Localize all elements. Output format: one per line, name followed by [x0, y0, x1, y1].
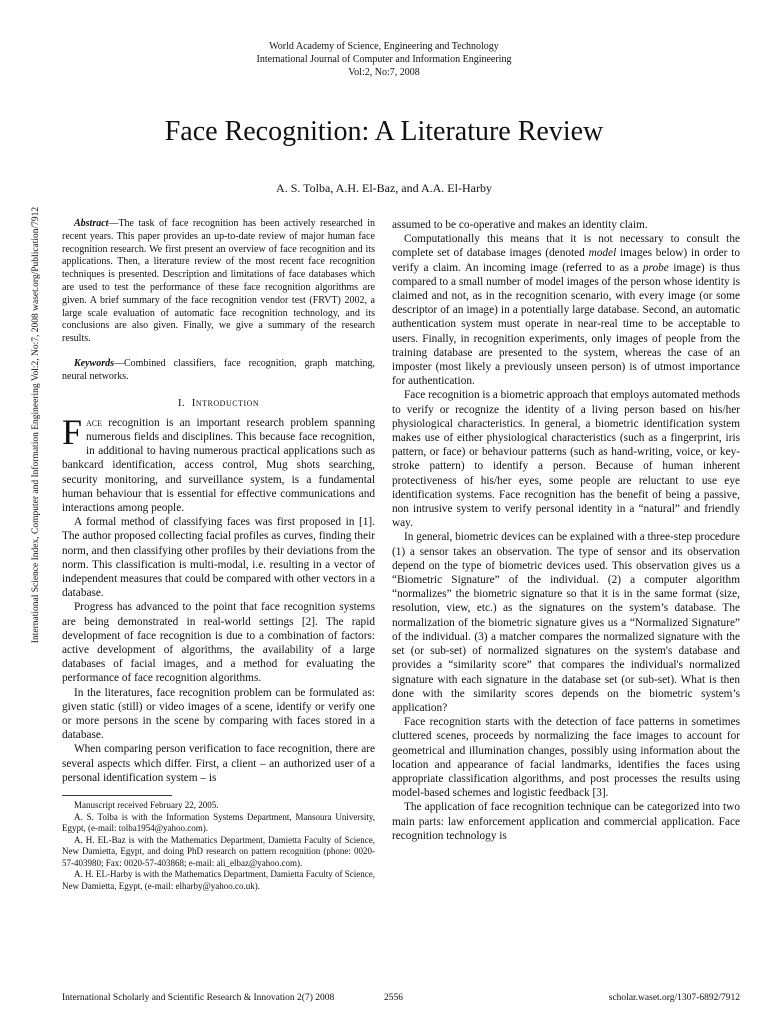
abstract-label: Abstract	[74, 218, 109, 229]
model-term: model	[588, 247, 617, 260]
right-paragraph-3: In general, biometric devices can be explained with a three-step procedure (1) a sensor takes an observation. The type of sensor and its observation depend on the type of biometric devices used. This observation gives us a “Biometric Signature” of the individual. (2) a computer algorithm “normalizes” the biometric signature so that it is in the same format (size, resolution, view, etc.) as the signatures on the system’s database. The normalization of the biometric signature gives us a “Normalized Signature” of the individual. (3) a matcher compares the normalized signature with the set (or sub-set) of normalized signatures on the system's database and provides a “similarity score” that compares the individual's normalized signature with each signature in the database set (or sub-set). What is then done with the similarity scores depends on the biometric system’s application?	[392, 531, 740, 714]
keywords-label: Keywords	[74, 357, 114, 369]
page-number: 2556	[384, 993, 403, 1003]
intro-paragraph-1	[62, 411, 375, 515]
intro-paragraph-2: A formal method of classifying faces was first proposed in [1]. The author proposed collecting facial profiles as curves, finding their norm, and then classifying other profiles by their deviations from the norm. This classification is multi-modal, i.e. resulting in a vector of independent measures that could be compared with other vectors in a database.	[62, 516, 375, 600]
text-run: images below) in order to verify a claim. An incoming image (referred to as a	[392, 247, 740, 274]
text-run: Computationally this means that it is not necessary to consult the complete set of database images (denoted	[392, 233, 740, 260]
right-column	[392, 218, 740, 843]
header-line-3: Vol:2, No:7, 2008	[348, 67, 420, 78]
paper-title: Face Recognition: A Literature Review	[164, 116, 604, 147]
journal-header	[0, 40, 768, 79]
header-line-1: World Academy of Science, Engineering and Technology	[269, 41, 499, 52]
right-paragraph-5: The application of face recognition technique can be categorized into two main parts: law enforcement application and commercial application. Face recognition technology is	[392, 801, 740, 842]
abstract-text: —The task of face recognition has been actively researched in recent years. This paper provides an up-to-date review of major human face recognition research. We first present an overview of face recognition and its applications. Then, a literature review of the most recent face recognition techniques is presented. Description and limitations of face databases which are used to test the performance of these face recognition algorithms are given. A brief summary of the face recognition vendor test (FRVT) 2002, a large scale evaluation of automatic face recognition technology, and its conclusions are also given. Finally, we give a summary of the research results.	[62, 218, 375, 345]
footnote: A. S. Tolba is with the Information Systems Department, Mansoura University, Egypt, (e-mail: tolba1954@yahoo.com).	[62, 811, 375, 834]
intro-paragraph-5: When comparing person verification to face recognition, there are several aspects which differ. First, a client – an authorized user of a personal identification system – is	[62, 743, 375, 784]
footnote: Manuscript received February 22, 2005.	[74, 800, 219, 811]
section-number: I.	[177, 396, 186, 409]
footer-link[interactable]: scholar.waset.org/1307-6892/7912	[608, 993, 740, 1003]
drop-cap: F	[62, 411, 83, 452]
footnote: A. H. EL-Harby is with the Mathematics Department, Damietta Faculty of Science, New Damietta, Egypt, (e-mail: elharby@yahoo.co.uk).	[62, 869, 375, 891]
intro-p1-text: recognition is an important research problem spanning numerous fields and disciplines. This because face recognition, in additional to having numerous practical applications such as bankcard identification, access control, Mug shots searching, security monitoring, and surveillance system, is a fundamental human behaviour that is essential for effective communications and interactions among people.	[62, 416, 375, 514]
intro-paragraph-3: Progress has advanced to the point that face recognition systems are being demonstrated in real-world settings [2]. The rapid development of face recognition is due to a combination of factors: active development of algorithms, the availability of a large databases of facial images, and a method for evaluating the performance of face recognition algorithms.	[62, 601, 375, 685]
section-heading	[62, 396, 375, 410]
first-word-rest: ace	[86, 416, 103, 429]
footnote-divider	[62, 795, 172, 796]
paper-authors: A. S. Tolba, A.H. El-Baz, and A.A. El-Harby	[276, 181, 492, 195]
footnote: A. H. EL-Baz is with the Mathematics Department, Damietta Faculty of Science, New Damietta, Egypt, and doing PhD research on pattern recognition (phone: 0020-57-403980; Fax: 0020-57-403868; e-mail: ali_elbaz@yahoo.com).	[62, 834, 375, 868]
intro-paragraph-4: In the literatures, face recognition problem can be formulated as: given static (still) or video images of a scene, identify or verify one or more persons in the scene by comparing with faces stored in a database.	[62, 686, 375, 742]
probe-term: probe	[642, 261, 669, 274]
right-paragraph-1	[392, 232, 740, 388]
keywords-text: —Combined classifiers, face recognition, graph matching, neural networks.	[62, 357, 375, 382]
right-paragraph-4: Face recognition starts with the detection of face patterns in sometimes cluttered scenes, proceeds by normalizing the face images to account for geometrical and illumination changes, possibly using information about the location and appearance of facial landmarks, identifies the faces using appropriate classification algorithms, and post processes the results using model-based schemes and logistic feedback [3].	[392, 716, 740, 800]
section-title: Introduction	[191, 396, 260, 409]
side-margin-note: International Science Index, Computer and Information Engineering Vol:2, No:7, 2008 waset.org/Publication/7912	[31, 206, 41, 644]
right-paragraph-0: assumed to be co-operative and makes an identity claim.	[392, 219, 648, 231]
left-column	[62, 218, 375, 892]
header-line-2: International Journal of Computer and Information Engineering	[256, 54, 512, 65]
abstract	[62, 218, 375, 346]
footer-journal: International Scholarly and Scientific Research & Innovation 2(7) 2008	[62, 993, 335, 1003]
right-paragraph-2: Face recognition is a biometric approach that employs automated methods to verify or recognize the identity of a living person based on his/her physiological characteristics. In general, a biometric identification system makes use of either physiological characteristics (such as a fingerprint, iris pattern, or face) or behaviour patterns (such as hand-writing, voice, or key-stroke pattern) to identify a person. Because of human inherent protectiveness of his/her eyes, some people are reluctant to use eye identification systems. Face recognition has the benefit of being a passive, non intrusive system to verify personal identity in a “natural” and friendly way.	[392, 389, 740, 530]
keywords	[62, 358, 375, 384]
text-run: image) is thus compared to a small number of model images of the person whose identity is claimed and not, as in the recognition scenario, with every image (or some descriptor of an image) in a potentially large database. Second, an automatic authentication system must operate in near-real time to be acceptable to users. Finally, in recognition experiments, only images of people from the training database are presented to the system, whereas the case of an imposter (most likely a previously unseen person) is of utmost importance for authentication.	[392, 261, 740, 388]
